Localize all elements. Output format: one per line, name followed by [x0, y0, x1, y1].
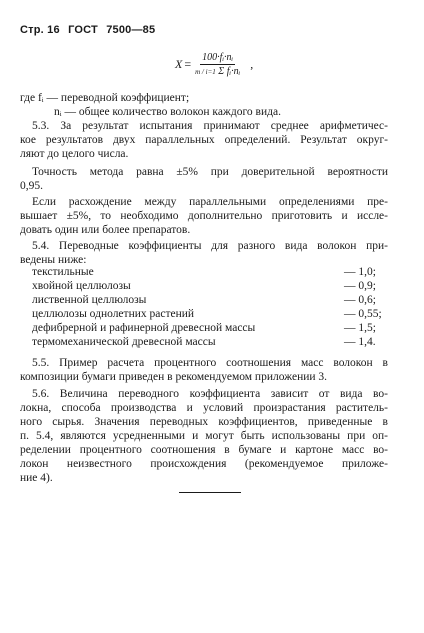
text-line: композиции бумаги приведен в рекомендуемом приложении 3.	[20, 371, 328, 383]
formula-lhs: X	[175, 56, 183, 71]
text-line: довать один или более препаратов.	[20, 224, 191, 236]
text-line: где fᵢ — переводной коэффициент;	[20, 92, 190, 104]
text-line: ние 4).	[20, 472, 53, 484]
standard-label: ГОСТ	[68, 24, 98, 36]
coefficient-row	[32, 279, 388, 293]
coefficient-name: дефибрерной и рафинерной древесной массы	[32, 322, 256, 334]
text-line: локон неизвестного происхождения (рекомендуемое приложе-	[20, 458, 388, 470]
coefficient-value: — 1,0;	[344, 266, 376, 278]
coefficient-row	[32, 265, 388, 279]
page-header	[20, 24, 160, 36]
formula-denominator-sum: Σ fᵢ·nᵢ	[218, 65, 241, 77]
coefficient-value: — 0,6;	[344, 294, 376, 306]
formula-tail: ,	[250, 56, 254, 71]
text-line: Если расхождение между параллельными определениями пре-	[32, 196, 388, 208]
text-line: 5.5. Пример расчета процентного соотношения масс волокон в	[32, 357, 388, 369]
formula-denominator	[195, 65, 240, 77]
text-line: ляют до целого числа.	[20, 148, 129, 160]
coefficient-row	[32, 293, 388, 307]
coefficient-value: — 1,5;	[344, 322, 376, 334]
section-divider	[179, 492, 241, 493]
coefficient-row	[32, 335, 388, 349]
coefficient-value: — 0,9;	[344, 280, 376, 292]
coefficient-name: лиственной целлюлозы	[32, 294, 147, 306]
formula-numerator: 100·fᵢ·nᵢ	[202, 51, 234, 63]
text-line: 0,95.	[20, 180, 43, 192]
coefficient-row	[32, 321, 388, 335]
formula-sum-limits: m / i=1	[195, 67, 216, 76]
formula	[175, 46, 253, 82]
formula-fraction	[195, 52, 240, 77]
text-line: 5.4. Переводные коэффициенты для разного вида волокон при-	[32, 240, 388, 252]
text-line: Точность метода равна ±5% при доверительной вероятности	[32, 166, 388, 178]
coefficient-name: целлюлозы однолетних растений	[32, 308, 195, 320]
coefficient-name: текстильные	[32, 266, 94, 278]
standard-number: 7500—85	[106, 24, 156, 36]
coefficient-value: — 0,55;	[344, 308, 382, 320]
text-line: ведены ниже:	[20, 254, 87, 266]
text-line: nᵢ — общее количество волокон каждого вида.	[54, 106, 281, 118]
text-line: 5.3. За результат испытания принимают среднее арифметичес-	[32, 120, 388, 132]
coefficient-value: — 1,4.	[344, 336, 376, 348]
coefficient-name: хвойной целлюлозы	[32, 280, 131, 292]
coefficient-name: термомеханической древесной массы	[32, 336, 216, 348]
page-number: Стр. 16	[20, 24, 60, 36]
text-line: вышает ±5%, то необходимо дополнительно приготовить и иссле-	[20, 210, 388, 222]
text-line: 5.6. Величина переводного коэффициента зависит от вида во-	[32, 388, 388, 400]
formula-eq: =	[184, 56, 192, 71]
text-line: п. 5.4, являются усредненными и могут быть использованы при оп-	[20, 430, 388, 442]
text-line: кое результатов двух параллельных определений. Результат округ-	[20, 134, 388, 146]
text-line: локна, способа производства и условий произрастания раститель-	[20, 402, 388, 414]
coefficient-row	[32, 307, 388, 321]
text-line: ределении процентного соотношения в бумаге и картоне масс во-	[20, 444, 388, 456]
text-line: ного сырья. Значения переводных коэффициентов, приведенные в	[20, 416, 388, 428]
